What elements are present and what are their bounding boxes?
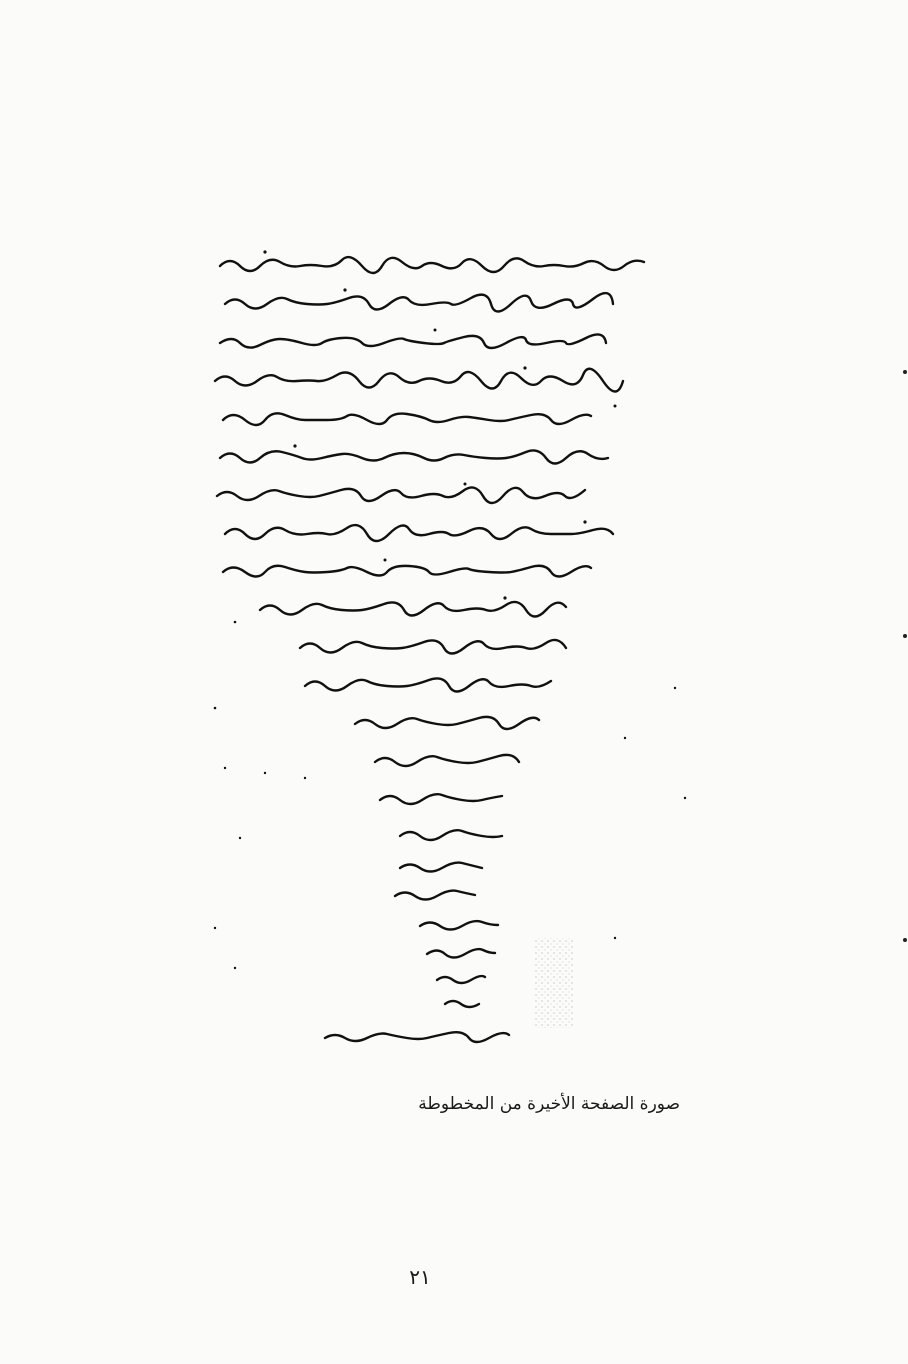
- page-number: ٢١: [409, 1265, 431, 1289]
- margin-mark: [903, 634, 907, 638]
- figure-caption: صورة الصفحة الأخيرة من المخطوطة: [418, 1094, 680, 1114]
- manuscript-image: [205, 238, 715, 1068]
- margin-mark: [903, 938, 907, 942]
- margin-mark: [903, 370, 907, 374]
- manuscript-scan: [205, 238, 715, 1068]
